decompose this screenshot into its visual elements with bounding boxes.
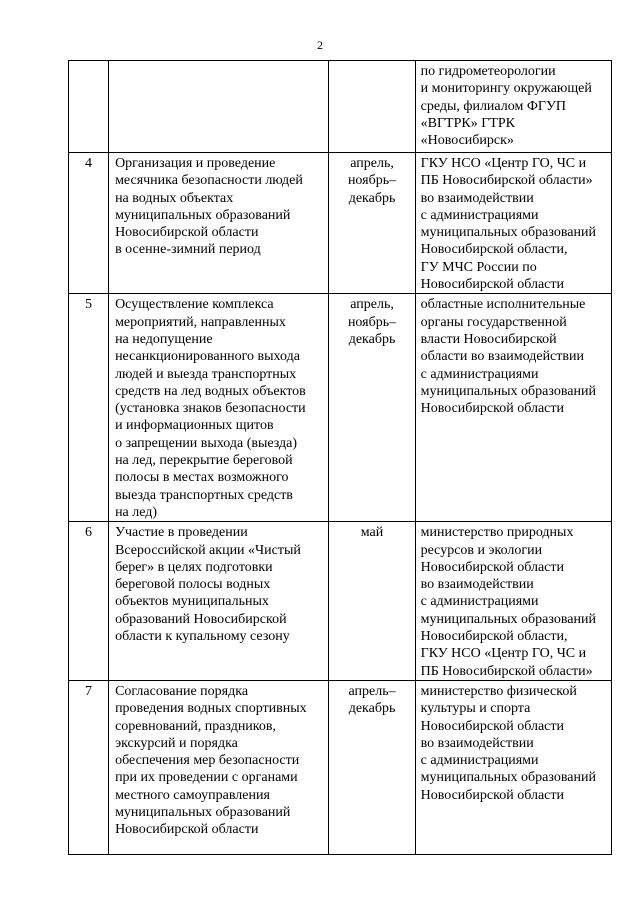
responsible-line: с администрациями [420,753,539,769]
responsible-line: ресурсов и экологии [420,542,543,558]
responsible-line: по гидрометеорологии [420,64,556,79]
term-cell [329,294,415,522]
activity-line: на водных объектах [115,190,234,206]
responsible-cell [415,61,611,153]
activity-line: Осуществление комплекса [115,297,274,313]
responsible-line: Новосибирской области [420,718,564,734]
responsible-line: областные исполнительные [420,297,586,313]
responsible-cell [415,680,611,854]
responsible-line: муниципальных образований [420,770,596,786]
activity-cell [109,522,329,681]
activity-cell [109,680,329,854]
term-line: апрель– [348,683,396,699]
activity-line: и информационных щитов [115,418,274,434]
activity-line: проведения водных спортивных [115,701,307,717]
table-row [69,294,612,522]
term-line: ноябрь– [347,173,397,189]
activity-cell [109,153,329,294]
row-number-cell: 6 [69,522,109,681]
activity-line: берег» в целях подготовки [115,559,273,575]
responsible-cell [415,294,611,522]
activity-line: Организация и проведение [115,156,276,171]
responsible-line: «ВГТРК» ГТРК [420,115,515,131]
responsible-line: Новосибирской области [420,277,564,293]
activity-line: Участие в проведении [115,525,248,541]
activity-line: экскурсий и порядка [115,735,238,751]
activity-line: Всероссийской акции «Чистый [115,542,301,558]
activity-line: полосы в местах возможного [115,470,289,486]
responsible-cell [415,522,611,681]
page-number: 2 [317,38,323,52]
responsible-line: ГКУ НСО «Центр ГО, ЧС и [420,646,587,662]
responsible-line: муниципальных образований [420,225,596,241]
responsible-line: во взаимодействии [420,190,534,206]
activity-line: Согласование порядка [115,683,249,699]
activity-line: Новосибирской области [115,822,259,838]
responsible-line: «Новосибирск» [420,133,514,149]
term-line: апрель, [350,156,394,171]
responsible-line: среды, филиалом ФГУП [420,98,567,114]
responsible-line: с администрациями [420,207,539,223]
responsible-line: во взаимодействии [420,577,534,593]
responsible-line: ГУ МЧС России по [420,259,537,275]
term-cell [329,522,415,681]
responsible-line: ПБ Новосибирской области» [420,663,593,679]
table-row [69,522,612,681]
activity-line: объектов муниципальных [115,594,269,610]
responsible-line: области во взаимодействии [420,349,584,365]
term-line: декабрь [348,331,396,347]
responsible-line: министерство физической [420,683,577,699]
activity-line: средств на лед водных объектов [115,383,306,399]
activity-line: береговой полосы водных [115,577,271,593]
responsible-line: ГКУ НСО «Центр ГО, ЧС и [420,156,587,171]
table-row [69,680,612,854]
responsible-line: муниципальных образований [420,611,596,627]
responsible-line: культуры и спорта [420,701,531,717]
responsible-line: власти Новосибирской [420,331,557,347]
activity-line: обеспечения мер безопасности [115,753,300,769]
responsible-line: ПБ Новосибирской области» [420,173,593,189]
term-line: апрель, [350,297,394,313]
term-cell [329,153,415,294]
responsible-line: Новосибирской области [420,787,564,803]
table-row [69,61,612,153]
activity-line: в осенне-зимний период [115,242,261,258]
responsible-line: с администрациями [420,366,539,382]
measures-table-body [69,61,612,855]
activity-line: при их проведении с органами [115,770,298,786]
activity-line: на недопущение [115,331,213,347]
activity-line: образований Новосибирской [115,611,287,627]
responsible-line: Новосибирской области [420,559,564,575]
term-cell [329,680,415,854]
responsible-cell [415,153,611,294]
responsible-line: органы государственной [420,314,567,330]
responsible-line: с администрациями [420,594,539,610]
activity-line: месячника безопасности людей [115,173,303,189]
activity-cell [109,294,329,522]
activity-line: местного самоуправления [115,787,270,803]
activity-line: соревнований, праздников, [115,718,277,734]
term-cell [329,61,415,153]
activity-line: муниципальных образований [115,804,291,820]
term-line: май [360,525,384,541]
activity-line: на лед, перекрытие береговой [115,453,293,469]
activity-line: несанкционированного выхода [115,349,300,365]
activity-line: муниципальных образований [115,207,291,223]
responsible-line: министерство природных [420,525,574,541]
term-line: декабрь [348,701,396,717]
row-number-cell: 4 [69,153,109,294]
row-number-cell [69,61,109,153]
measures-table [68,60,612,855]
activity-line: о запрещении выхода (выезда) [115,435,298,451]
activity-line: на лед) [115,504,158,520]
responsible-line: и мониторингу окружающей [420,81,592,97]
table-row [69,153,612,294]
responsible-line: муниципальных образований [420,383,596,399]
responsible-line: во взаимодействии [420,735,534,751]
responsible-line: Новосибирской области, [420,629,568,645]
activity-line: (установка знаков безопасности [115,401,306,417]
activity-cell [109,61,329,153]
term-line: ноябрь– [347,314,397,330]
activity-line: выезда транспортных средств [115,487,293,503]
responsible-line: Новосибирской области, [420,242,568,258]
row-number-cell: 5 [69,294,109,522]
activity-line: области к купальному сезону [115,629,290,645]
term-line: декабрь [348,190,396,206]
activity-line: мероприятий, направленных [115,314,286,330]
activity-line: людей и выезда транспортных [115,366,297,382]
activity-line: Новосибирской области [115,225,259,241]
responsible-line: Новосибирской области [420,401,564,417]
row-number-cell: 7 [69,680,109,854]
